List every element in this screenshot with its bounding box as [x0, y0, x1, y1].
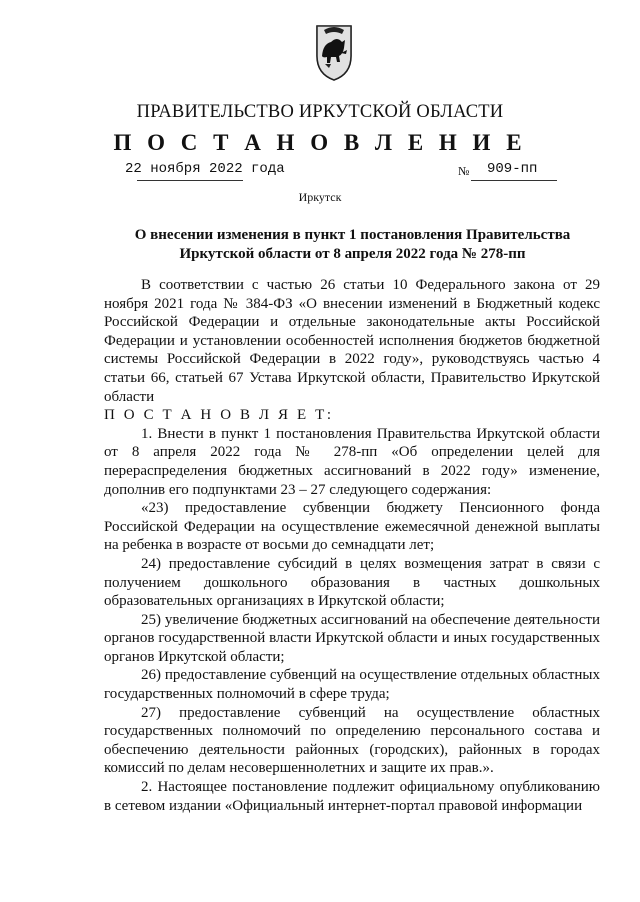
- subitem-23-paragraph: «23) предоставление субвенции бюджету Пенсионного фонда Российской Федерации на осуществление ежемесячной денежной выплаты на ребенка в возрасте от восьми до семнадцати лет;: [104, 500, 600, 554]
- document-title: [105, 226, 600, 264]
- document-number: 909-пп: [487, 161, 538, 177]
- document-type: П О С Т А Н О В Л Е Н И Е: [113, 130, 527, 155]
- number-sign: №: [458, 164, 470, 178]
- preamble-paragraph: В соответствии с частью 26 статьи 10 Федерального закона от 29 ноября 2021 года № 384-ФЗ «О внесении изменений в Бюджетный кодекс Российской Федерации и отдельные законодательные акты Российской Федерации и установлении особенностей исполнения бюджетов бюджетной системы Российской Федерации в 2022 году», руководствуясь частью 4 статьи 66, статьей 67 Устава Иркутской области, Правительство Иркутской области: [104, 277, 600, 405]
- subitem-27-paragraph: 27) предоставление субвенций на осуществление областных государственных полномочий по определению персонального состава и обеспечению деятельности районных (городских), районных в городах комиссий по делам несовершеннолетних и защите их прав.».: [104, 704, 600, 777]
- subitem-25-paragraph: 25) увеличение бюджетных ассигнований на обеспечение деятельности органов государственной власти Иркутской области и иных государственных органов Иркутской области;: [104, 611, 600, 665]
- item-1-paragraph: 1. Внести в пункт 1 постановления Правительства Иркутской области от 8 апреля 2022 года № 278-пп «Об определении целей для перераспределения бюджетных ассигнований в 2022 году» изменение, дополнив его подпунктами 23 – 27 следующего содержания:: [104, 425, 600, 498]
- subitem-24-paragraph: 24) предоставление субсидий в целях возмещения затрат в связи с получением дошкольного образования в частных дошкольных образовательных организациях в Иркутской области;: [104, 555, 600, 610]
- document-body: [104, 276, 600, 815]
- city: Иркутск: [298, 190, 342, 204]
- date-underline: [137, 180, 243, 181]
- coat-of-arms-icon: [311, 20, 357, 82]
- title-line-2: Иркутской области от 8 апреля 2022 года № 278-пп: [179, 246, 526, 262]
- document-date: 22 ноября 2022 года: [125, 161, 285, 177]
- organization-name: ПРАВИТЕЛЬСТВО ИРКУТСКОЙ ОБЛАСТИ: [136, 102, 504, 122]
- number-underline: [471, 180, 557, 181]
- resolves-heading: П О С Т А Н О В Л Я Е Т:: [104, 407, 334, 424]
- title-line-1: О внесении изменения в пункт 1 постановления Правительства: [134, 227, 571, 243]
- item-2-paragraph: 2. Настоящее постановление подлежит официальному опубликованию в сетевом издании «Официальный интернет-портал правовой информации: [104, 779, 600, 814]
- subitem-26-paragraph: 26) предоставление субвенций на осуществление отдельных областных государственных полномочий в сфере труда;: [104, 667, 600, 703]
